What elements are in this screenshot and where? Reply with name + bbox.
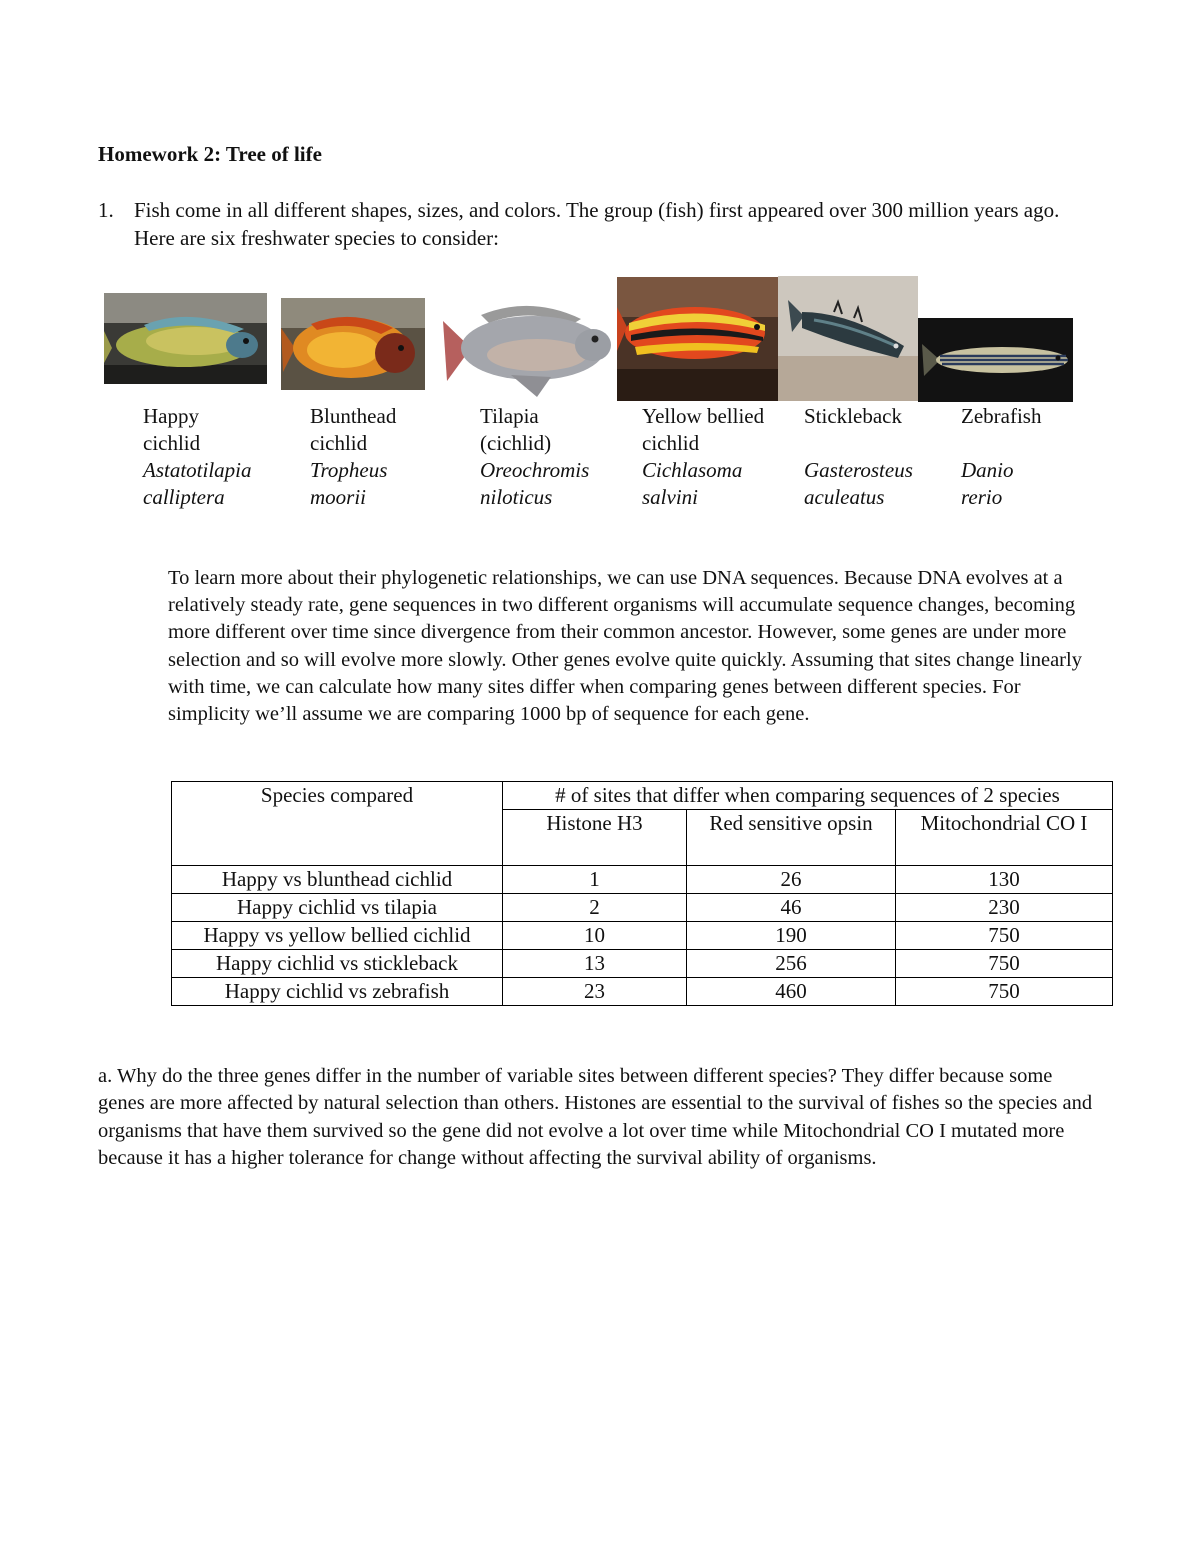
zebrafish-photo xyxy=(918,318,1073,402)
species-label-yellow-bellied-cichlid: Yellow bellied cichlid Cichlasoma salvini xyxy=(642,404,765,509)
question-number: 1. xyxy=(98,198,114,222)
intro-paragraph: To learn more about their phylogenetic relationships, we can use DNA sequences. Because DNA evolves at a relatively steady rate, gene sequences in two different organisms will accumulate sequence changes, becoming more different over time since divergence from their common ancestor. However, some genes are under more selection and so will evolve more slowly. Other genes evolve quite quickly. Assuming that sites change linearly with time, we can calculate how many sites differ when comparing genes between different species. For simplicity we’ll assume we are comparing 1000 bp of sequence for each gene. xyxy=(168,567,1082,726)
gene-header-coi: Mitochondrial CO I xyxy=(896,810,1113,866)
gene-header-opsin: Red sensitive opsin xyxy=(687,810,896,866)
table-row: Happy cichlid vs zebrafish 23 460 750 xyxy=(172,978,1113,1006)
table-row: Happy cichlid vs stickleback 13 256 750 xyxy=(172,950,1113,978)
page-title: Homework 2: Tree of life xyxy=(98,142,322,166)
stickleback-photo xyxy=(778,276,918,401)
gene-header-histone: Histone H3 xyxy=(503,810,687,866)
question-1 xyxy=(98,196,1088,252)
happy-cichlid-photo xyxy=(104,293,267,384)
tilapia-photo xyxy=(441,293,614,401)
yellow-bellied-cichlid-photo xyxy=(617,277,778,401)
table-row: Happy vs blunthead cichlid 1 26 130 xyxy=(172,866,1113,894)
species-label-blunthead-cichlid: Blunthead cichlid Tropheus moorii xyxy=(310,404,397,509)
species-label-stickleback: Stickleback Gasterosteus aculeatus xyxy=(804,404,913,509)
blunthead-cichlid-photo xyxy=(281,298,425,390)
species-label-zebrafish: Zebrafish Danio rerio xyxy=(961,404,1042,509)
table-row: Happy cichlid vs tilapia 2 46 230 xyxy=(172,894,1113,922)
species-compared-header: Species compared xyxy=(172,782,503,866)
table-row: Happy vs yellow bellied cichlid 10 190 750 xyxy=(172,922,1113,950)
gene-differences-table xyxy=(171,781,1113,1006)
species-label-tilapia: Tilapia (cichlid) Oreochromis niloticus xyxy=(480,404,590,509)
answer-a: a. Why do the three genes differ in the number of variable sites between different species? They differ because some genes are more affected by natural selection than others. Histones are essential to the survival of fishes so the species and organisms that have them survived so the gene did not evolve a lot over time while Mitochondrial CO I mutated more because it has a higher tolerance for change without affecting the survival ability of organisms. xyxy=(98,1065,1093,1170)
sites-differ-header: # of sites that differ when comparing sequences of 2 species xyxy=(503,782,1113,810)
question-text: Fish come in all different shapes, sizes, and colors. The group (fish) first appeared over 300 million years ago. Here are six freshwater species to consider: xyxy=(134,198,1060,250)
species-label-happy-cichlid: Happy cichlid Astatotilapia calliptera xyxy=(143,404,252,509)
